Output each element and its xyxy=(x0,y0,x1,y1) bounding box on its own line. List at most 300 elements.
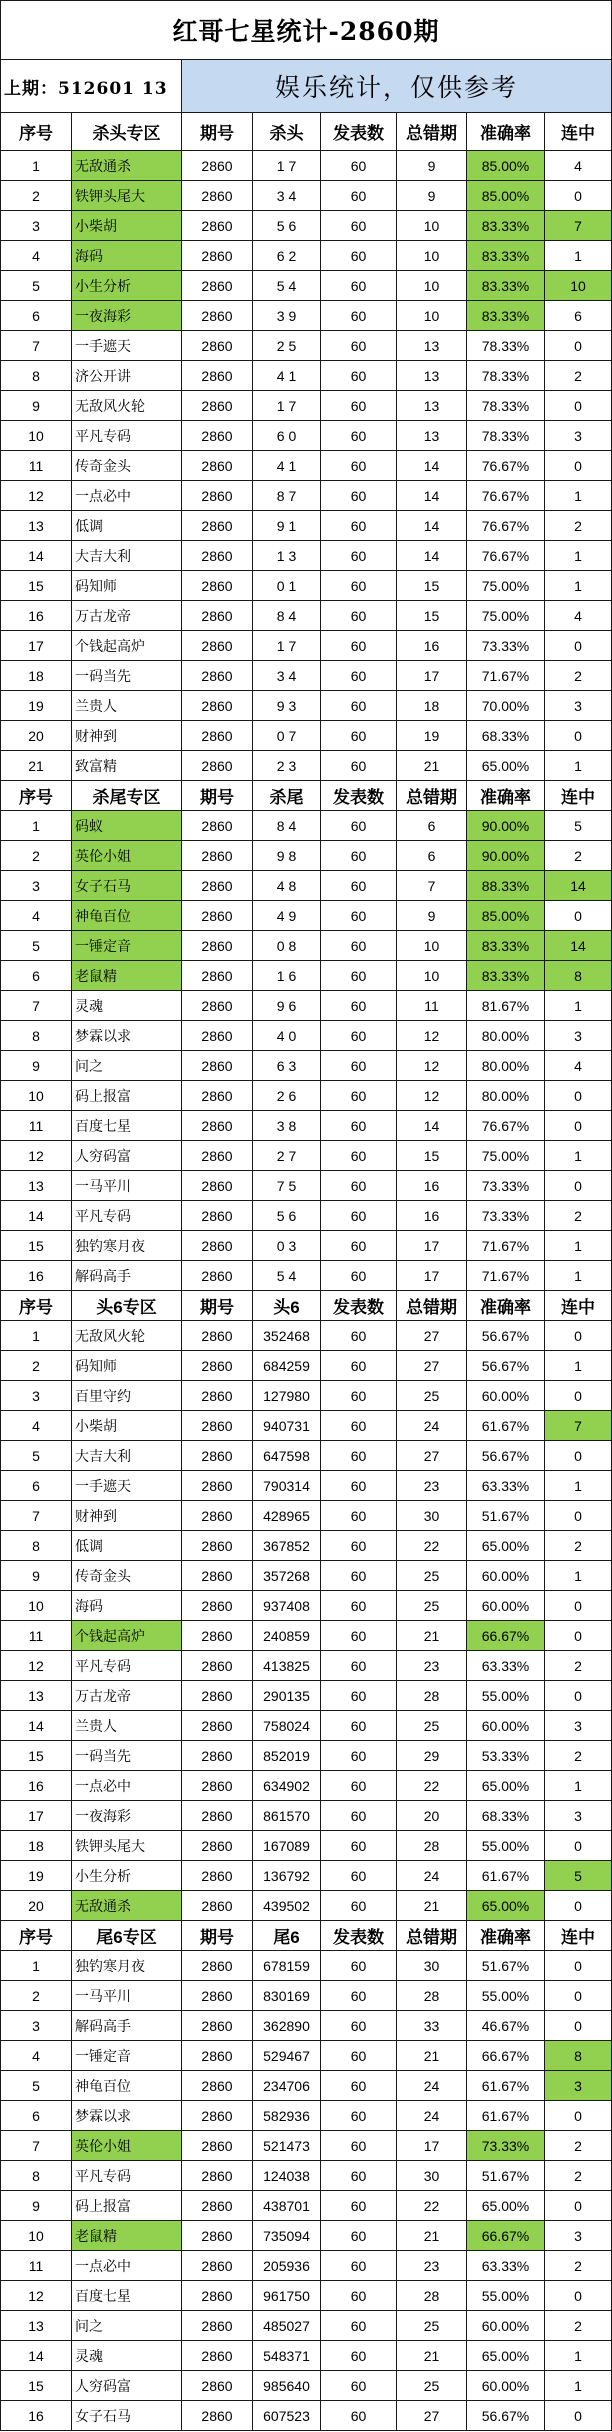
post-count: 60 xyxy=(321,1351,397,1381)
issue-number: 2860 xyxy=(182,2101,253,2131)
accuracy-rate: 88.33% xyxy=(467,871,545,901)
prediction: 9 6 xyxy=(253,991,321,1021)
win-streak: 1 xyxy=(545,991,612,1021)
column-header: 总错期 xyxy=(397,1921,467,1951)
post-count: 60 xyxy=(321,1621,397,1651)
win-streak: 0 xyxy=(545,1951,612,1981)
serial-number: 20 xyxy=(1,1891,72,1921)
tipster-name: 海码 xyxy=(72,1591,182,1621)
miss-count: 20 xyxy=(397,1801,467,1831)
tipster-name: 大吉大利 xyxy=(72,1441,182,1471)
serial-number: 20 xyxy=(1,721,72,751)
prediction: 8 4 xyxy=(253,811,321,841)
table-row xyxy=(1,811,612,841)
prediction: 647598 xyxy=(253,1441,321,1471)
serial-number: 14 xyxy=(1,541,72,571)
column-header: 准确率 xyxy=(467,1291,545,1321)
miss-count: 30 xyxy=(397,1501,467,1531)
tipster-name: 一锤定音 xyxy=(72,931,182,961)
win-streak: 0 xyxy=(545,2191,612,2221)
post-count: 60 xyxy=(321,601,397,631)
tipster-name: 英伦小姐 xyxy=(72,841,182,871)
post-count: 60 xyxy=(321,2041,397,2071)
serial-number: 4 xyxy=(1,2041,72,2071)
post-count: 60 xyxy=(321,1501,397,1531)
accuracy-rate: 60.00% xyxy=(467,1711,545,1741)
disclaimer-banner: 娱乐统计，仅供参考 xyxy=(182,60,612,113)
win-streak: 0 xyxy=(545,1891,612,1921)
win-streak: 1 xyxy=(545,1261,612,1291)
prediction: 6 2 xyxy=(253,241,321,271)
prediction: 940731 xyxy=(253,1411,321,1441)
tipster-name: 无敌通杀 xyxy=(72,1891,182,1921)
miss-count: 27 xyxy=(397,1321,467,1351)
issue-number: 2860 xyxy=(182,1471,253,1501)
prediction: 1 6 xyxy=(253,961,321,991)
accuracy-rate: 83.33% xyxy=(467,301,545,331)
post-count: 60 xyxy=(321,1021,397,1051)
accuracy-rate: 71.67% xyxy=(467,661,545,691)
prediction: 830169 xyxy=(253,1981,321,2011)
tipster-name: 梦霖以求 xyxy=(72,1021,182,1051)
accuracy-rate: 78.33% xyxy=(467,331,545,361)
miss-count: 24 xyxy=(397,1411,467,1441)
miss-count: 16 xyxy=(397,1171,467,1201)
table-row xyxy=(1,211,612,241)
column-header: 发表数 xyxy=(321,1921,397,1951)
accuracy-rate: 65.00% xyxy=(467,2191,545,2221)
table-row xyxy=(1,1381,612,1411)
tipster-name: 大吉大利 xyxy=(72,541,182,571)
issue-number: 2860 xyxy=(182,1951,253,1981)
accuracy-rate: 75.00% xyxy=(467,1141,545,1171)
win-streak: 2 xyxy=(545,2251,612,2281)
table-row xyxy=(1,181,612,211)
tipster-name: 独钓寒月夜 xyxy=(72,1231,182,1261)
table-row xyxy=(1,721,612,751)
table-row xyxy=(1,1981,612,2011)
tipster-name: 百度七星 xyxy=(72,1111,182,1141)
win-streak: 0 xyxy=(545,2401,612,2431)
serial-number: 1 xyxy=(1,151,72,181)
miss-count: 27 xyxy=(397,1441,467,1471)
column-header: 总错期 xyxy=(397,781,467,811)
tipster-name: 英伦小姐 xyxy=(72,2131,182,2161)
accuracy-rate: 60.00% xyxy=(467,2371,545,2401)
accuracy-rate: 83.33% xyxy=(467,271,545,301)
miss-count: 28 xyxy=(397,1981,467,2011)
serial-number: 8 xyxy=(1,1531,72,1561)
table-row xyxy=(1,331,612,361)
page-title: 红哥七星统计-2860期 xyxy=(1,1,612,60)
accuracy-rate: 78.33% xyxy=(467,421,545,451)
post-count: 60 xyxy=(321,2311,397,2341)
tipster-name: 低调 xyxy=(72,1531,182,1561)
post-count: 60 xyxy=(321,2131,397,2161)
post-count: 60 xyxy=(321,331,397,361)
table-row xyxy=(1,1561,612,1591)
serial-number: 1 xyxy=(1,1321,72,1351)
table-row xyxy=(1,2101,612,2131)
win-streak: 4 xyxy=(545,151,612,181)
serial-number: 18 xyxy=(1,661,72,691)
prediction: 582936 xyxy=(253,2101,321,2131)
miss-count: 17 xyxy=(397,1261,467,1291)
post-count: 60 xyxy=(321,691,397,721)
win-streak: 3 xyxy=(545,2071,612,2101)
post-count: 60 xyxy=(321,1171,397,1201)
win-streak: 1 xyxy=(545,481,612,511)
tipster-name: 兰贵人 xyxy=(72,691,182,721)
issue-number: 2860 xyxy=(182,1891,253,1921)
issue-number: 2860 xyxy=(182,1051,253,1081)
table-row xyxy=(1,1591,612,1621)
tipster-name: 老鼠精 xyxy=(72,961,182,991)
accuracy-rate: 55.00% xyxy=(467,1981,545,2011)
miss-count: 14 xyxy=(397,541,467,571)
issue-number: 2860 xyxy=(182,2131,253,2161)
table-row xyxy=(1,1711,612,1741)
table-row xyxy=(1,2191,612,2221)
post-count: 60 xyxy=(321,1681,397,1711)
prediction: 3 8 xyxy=(253,1111,321,1141)
miss-count: 33 xyxy=(397,2011,467,2041)
accuracy-rate: 51.67% xyxy=(467,1951,545,1981)
tipster-name: 小柴胡 xyxy=(72,211,182,241)
post-count: 60 xyxy=(321,2401,397,2431)
serial-number: 21 xyxy=(1,751,72,781)
post-count: 60 xyxy=(321,631,397,661)
win-streak: 10 xyxy=(545,271,612,301)
post-count: 60 xyxy=(321,1861,397,1891)
tipster-name: 一手遮天 xyxy=(72,331,182,361)
post-count: 60 xyxy=(321,1741,397,1771)
tipster-name: 一手遮天 xyxy=(72,1471,182,1501)
accuracy-rate: 65.00% xyxy=(467,2341,545,2371)
miss-count: 23 xyxy=(397,1471,467,1501)
serial-number: 2 xyxy=(1,1351,72,1381)
table-row xyxy=(1,421,612,451)
miss-count: 28 xyxy=(397,2281,467,2311)
prediction: 4 8 xyxy=(253,871,321,901)
issue-number: 2860 xyxy=(182,151,253,181)
post-count: 60 xyxy=(321,871,397,901)
issue-number: 2860 xyxy=(182,1261,253,1291)
miss-count: 7 xyxy=(397,871,467,901)
win-streak: 14 xyxy=(545,931,612,961)
miss-count: 24 xyxy=(397,2071,467,2101)
tipster-name: 一码当先 xyxy=(72,1741,182,1771)
column-header: 发表数 xyxy=(321,781,397,811)
miss-count: 10 xyxy=(397,931,467,961)
post-count: 60 xyxy=(321,2341,397,2371)
accuracy-rate: 61.67% xyxy=(467,1861,545,1891)
table-row xyxy=(1,481,612,511)
table-row xyxy=(1,361,612,391)
win-streak: 0 xyxy=(545,1171,612,1201)
issue-number: 2860 xyxy=(182,1411,253,1441)
miss-count: 16 xyxy=(397,1201,467,1231)
serial-number: 7 xyxy=(1,991,72,1021)
tipster-name: 人穷码富 xyxy=(72,1141,182,1171)
tipster-name: 女子石马 xyxy=(72,871,182,901)
table-row xyxy=(1,451,612,481)
column-header: 连中 xyxy=(545,113,612,151)
serial-number: 7 xyxy=(1,331,72,361)
column-header: 杀尾专区 xyxy=(72,781,182,811)
prediction: 240859 xyxy=(253,1621,321,1651)
serial-number: 1 xyxy=(1,811,72,841)
column-header: 准确率 xyxy=(467,113,545,151)
miss-count: 17 xyxy=(397,1231,467,1261)
column-header: 杀尾 xyxy=(253,781,321,811)
prediction: 1 7 xyxy=(253,151,321,181)
tipster-name: 致富精 xyxy=(72,751,182,781)
table-row xyxy=(1,661,612,691)
tipster-name: 灵魂 xyxy=(72,991,182,1021)
issue-number: 2860 xyxy=(182,1591,253,1621)
table-row xyxy=(1,571,612,601)
serial-number: 10 xyxy=(1,421,72,451)
post-count: 60 xyxy=(321,931,397,961)
table-row xyxy=(1,1681,612,1711)
miss-count: 29 xyxy=(397,1741,467,1771)
last-draw-result: 上期：512601 13 xyxy=(1,60,182,113)
table-row xyxy=(1,2221,612,2251)
tipster-name: 一马平川 xyxy=(72,1981,182,2011)
issue-number: 2860 xyxy=(182,871,253,901)
column-header: 连中 xyxy=(545,1291,612,1321)
issue-number: 2860 xyxy=(182,1021,253,1051)
table-row xyxy=(1,2251,612,2281)
serial-number: 13 xyxy=(1,511,72,541)
table-row xyxy=(1,1231,612,1261)
serial-number: 9 xyxy=(1,2191,72,2221)
table-row xyxy=(1,631,612,661)
accuracy-rate: 83.33% xyxy=(467,211,545,241)
issue-number: 2860 xyxy=(182,1651,253,1681)
win-streak: 4 xyxy=(545,601,612,631)
accuracy-rate: 76.67% xyxy=(467,511,545,541)
accuracy-rate: 51.67% xyxy=(467,1501,545,1531)
issue-number: 2860 xyxy=(182,901,253,931)
table-row xyxy=(1,1531,612,1561)
column-header: 总错期 xyxy=(397,1291,467,1321)
win-streak: 1 xyxy=(545,1141,612,1171)
post-count: 60 xyxy=(321,1471,397,1501)
tipster-name: 神龟百位 xyxy=(72,2071,182,2101)
post-count: 60 xyxy=(321,1591,397,1621)
issue-number: 2860 xyxy=(182,451,253,481)
table-row xyxy=(1,1171,612,1201)
serial-number: 8 xyxy=(1,1021,72,1051)
table-row xyxy=(1,1141,612,1171)
miss-count: 12 xyxy=(397,1021,467,1051)
issue-number: 2860 xyxy=(182,721,253,751)
miss-count: 9 xyxy=(397,901,467,931)
column-header: 准确率 xyxy=(467,781,545,811)
accuracy-rate: 83.33% xyxy=(467,241,545,271)
tipster-name: 平凡专码 xyxy=(72,1651,182,1681)
table-row xyxy=(1,601,612,631)
prediction: 2 7 xyxy=(253,1141,321,1171)
post-count: 60 xyxy=(321,901,397,931)
prediction: 9 8 xyxy=(253,841,321,871)
table-row xyxy=(1,2131,612,2161)
serial-number: 19 xyxy=(1,691,72,721)
column-header: 发表数 xyxy=(321,113,397,151)
prediction: 205936 xyxy=(253,2251,321,2281)
prediction: 428965 xyxy=(253,1501,321,1531)
table-row xyxy=(1,2371,612,2401)
tipster-name: 财神到 xyxy=(72,721,182,751)
issue-number: 2860 xyxy=(182,1201,253,1231)
serial-number: 4 xyxy=(1,241,72,271)
tipster-name: 百度七星 xyxy=(72,2281,182,2311)
tipster-name: 兰贵人 xyxy=(72,1711,182,1741)
miss-count: 27 xyxy=(397,2401,467,2431)
tipster-name: 无敌风火轮 xyxy=(72,391,182,421)
issue-number: 2860 xyxy=(182,2341,253,2371)
tipster-name: 码知师 xyxy=(72,571,182,601)
prediction: 362890 xyxy=(253,2011,321,2041)
win-streak: 2 xyxy=(545,2131,612,2161)
tipster-name: 铁钾头尾大 xyxy=(72,181,182,211)
table-row xyxy=(1,931,612,961)
win-streak: 1 xyxy=(545,1471,612,1501)
miss-count: 21 xyxy=(397,2221,467,2251)
win-streak: 3 xyxy=(545,1801,612,1831)
issue-number: 2860 xyxy=(182,2371,253,2401)
accuracy-rate: 68.33% xyxy=(467,721,545,751)
issue-number: 2860 xyxy=(182,331,253,361)
column-header: 准确率 xyxy=(467,1921,545,1951)
accuracy-rate: 61.67% xyxy=(467,1411,545,1441)
tipster-name: 低调 xyxy=(72,511,182,541)
table-row xyxy=(1,1831,612,1861)
issue-number: 2860 xyxy=(182,1171,253,1201)
table-row xyxy=(1,1621,612,1651)
table-row xyxy=(1,1261,612,1291)
issue-number: 2860 xyxy=(182,2221,253,2251)
prediction: 5 6 xyxy=(253,1201,321,1231)
serial-number: 11 xyxy=(1,2251,72,2281)
table-row xyxy=(1,541,612,571)
title-row xyxy=(1,1,612,60)
serial-number: 11 xyxy=(1,451,72,481)
miss-count: 14 xyxy=(397,451,467,481)
tipster-name: 女子石马 xyxy=(72,2401,182,2431)
table-row xyxy=(1,1501,612,1531)
accuracy-rate: 51.67% xyxy=(467,2161,545,2191)
tipster-name: 万古龙帝 xyxy=(72,1681,182,1711)
post-count: 60 xyxy=(321,241,397,271)
post-count: 60 xyxy=(321,1111,397,1141)
accuracy-rate: 80.00% xyxy=(467,1081,545,1111)
accuracy-rate: 83.33% xyxy=(467,931,545,961)
tipster-name: 无敌通杀 xyxy=(72,151,182,181)
stats-section xyxy=(1,781,612,1291)
issue-number: 2860 xyxy=(182,1531,253,1561)
serial-number: 4 xyxy=(1,1411,72,1441)
post-count: 60 xyxy=(321,841,397,871)
accuracy-rate: 73.33% xyxy=(467,631,545,661)
miss-count: 28 xyxy=(397,1831,467,1861)
prediction: 6 0 xyxy=(253,421,321,451)
serial-number: 9 xyxy=(1,1051,72,1081)
miss-count: 25 xyxy=(397,1381,467,1411)
post-count: 60 xyxy=(321,1771,397,1801)
table-row xyxy=(1,1111,612,1141)
serial-number: 5 xyxy=(1,1441,72,1471)
serial-number: 5 xyxy=(1,2071,72,2101)
win-streak: 7 xyxy=(545,211,612,241)
miss-count: 25 xyxy=(397,2311,467,2341)
tipster-name: 灵魂 xyxy=(72,2341,182,2371)
prediction: 1 7 xyxy=(253,631,321,661)
serial-number: 14 xyxy=(1,2341,72,2371)
prediction: 8 7 xyxy=(253,481,321,511)
win-streak: 0 xyxy=(545,721,612,751)
accuracy-rate: 65.00% xyxy=(467,1891,545,1921)
miss-count: 28 xyxy=(397,1681,467,1711)
miss-count: 23 xyxy=(397,1651,467,1681)
post-count: 60 xyxy=(321,181,397,211)
post-count: 60 xyxy=(321,1981,397,2011)
column-header: 尾6 xyxy=(253,1921,321,1951)
prediction: 607523 xyxy=(253,2401,321,2431)
win-streak: 0 xyxy=(545,2281,612,2311)
post-count: 60 xyxy=(321,2071,397,2101)
serial-number: 5 xyxy=(1,271,72,301)
column-header: 期号 xyxy=(182,1921,253,1951)
win-streak: 1 xyxy=(545,1561,612,1591)
serial-number: 17 xyxy=(1,631,72,661)
prediction: 4 9 xyxy=(253,901,321,931)
serial-number: 12 xyxy=(1,1141,72,1171)
table-row xyxy=(1,1951,612,1981)
tipster-name: 一点必中 xyxy=(72,2251,182,2281)
prediction: 2 6 xyxy=(253,1081,321,1111)
serial-number: 6 xyxy=(1,301,72,331)
issue-number: 2860 xyxy=(182,1081,253,1111)
prediction: 485027 xyxy=(253,2311,321,2341)
issue-number: 2860 xyxy=(182,1681,253,1711)
serial-number: 8 xyxy=(1,2161,72,2191)
column-header: 序号 xyxy=(1,1921,72,1951)
accuracy-rate: 63.33% xyxy=(467,1471,545,1501)
miss-count: 15 xyxy=(397,1141,467,1171)
serial-number: 7 xyxy=(1,2131,72,2161)
prediction: 413825 xyxy=(253,1651,321,1681)
post-count: 60 xyxy=(321,991,397,1021)
post-count: 60 xyxy=(321,1411,397,1441)
issue-number: 2860 xyxy=(182,361,253,391)
serial-number: 5 xyxy=(1,931,72,961)
win-streak: 0 xyxy=(545,451,612,481)
accuracy-rate: 90.00% xyxy=(467,811,545,841)
table-row xyxy=(1,751,612,781)
prediction: 861570 xyxy=(253,1801,321,1831)
table-row xyxy=(1,2281,612,2311)
tipster-name: 平凡专码 xyxy=(72,421,182,451)
miss-count: 6 xyxy=(397,841,467,871)
issue-number: 2860 xyxy=(182,1981,253,2011)
miss-count: 14 xyxy=(397,481,467,511)
tipster-name: 小柴胡 xyxy=(72,1411,182,1441)
accuracy-rate: 66.67% xyxy=(467,2041,545,2071)
miss-count: 10 xyxy=(397,211,467,241)
